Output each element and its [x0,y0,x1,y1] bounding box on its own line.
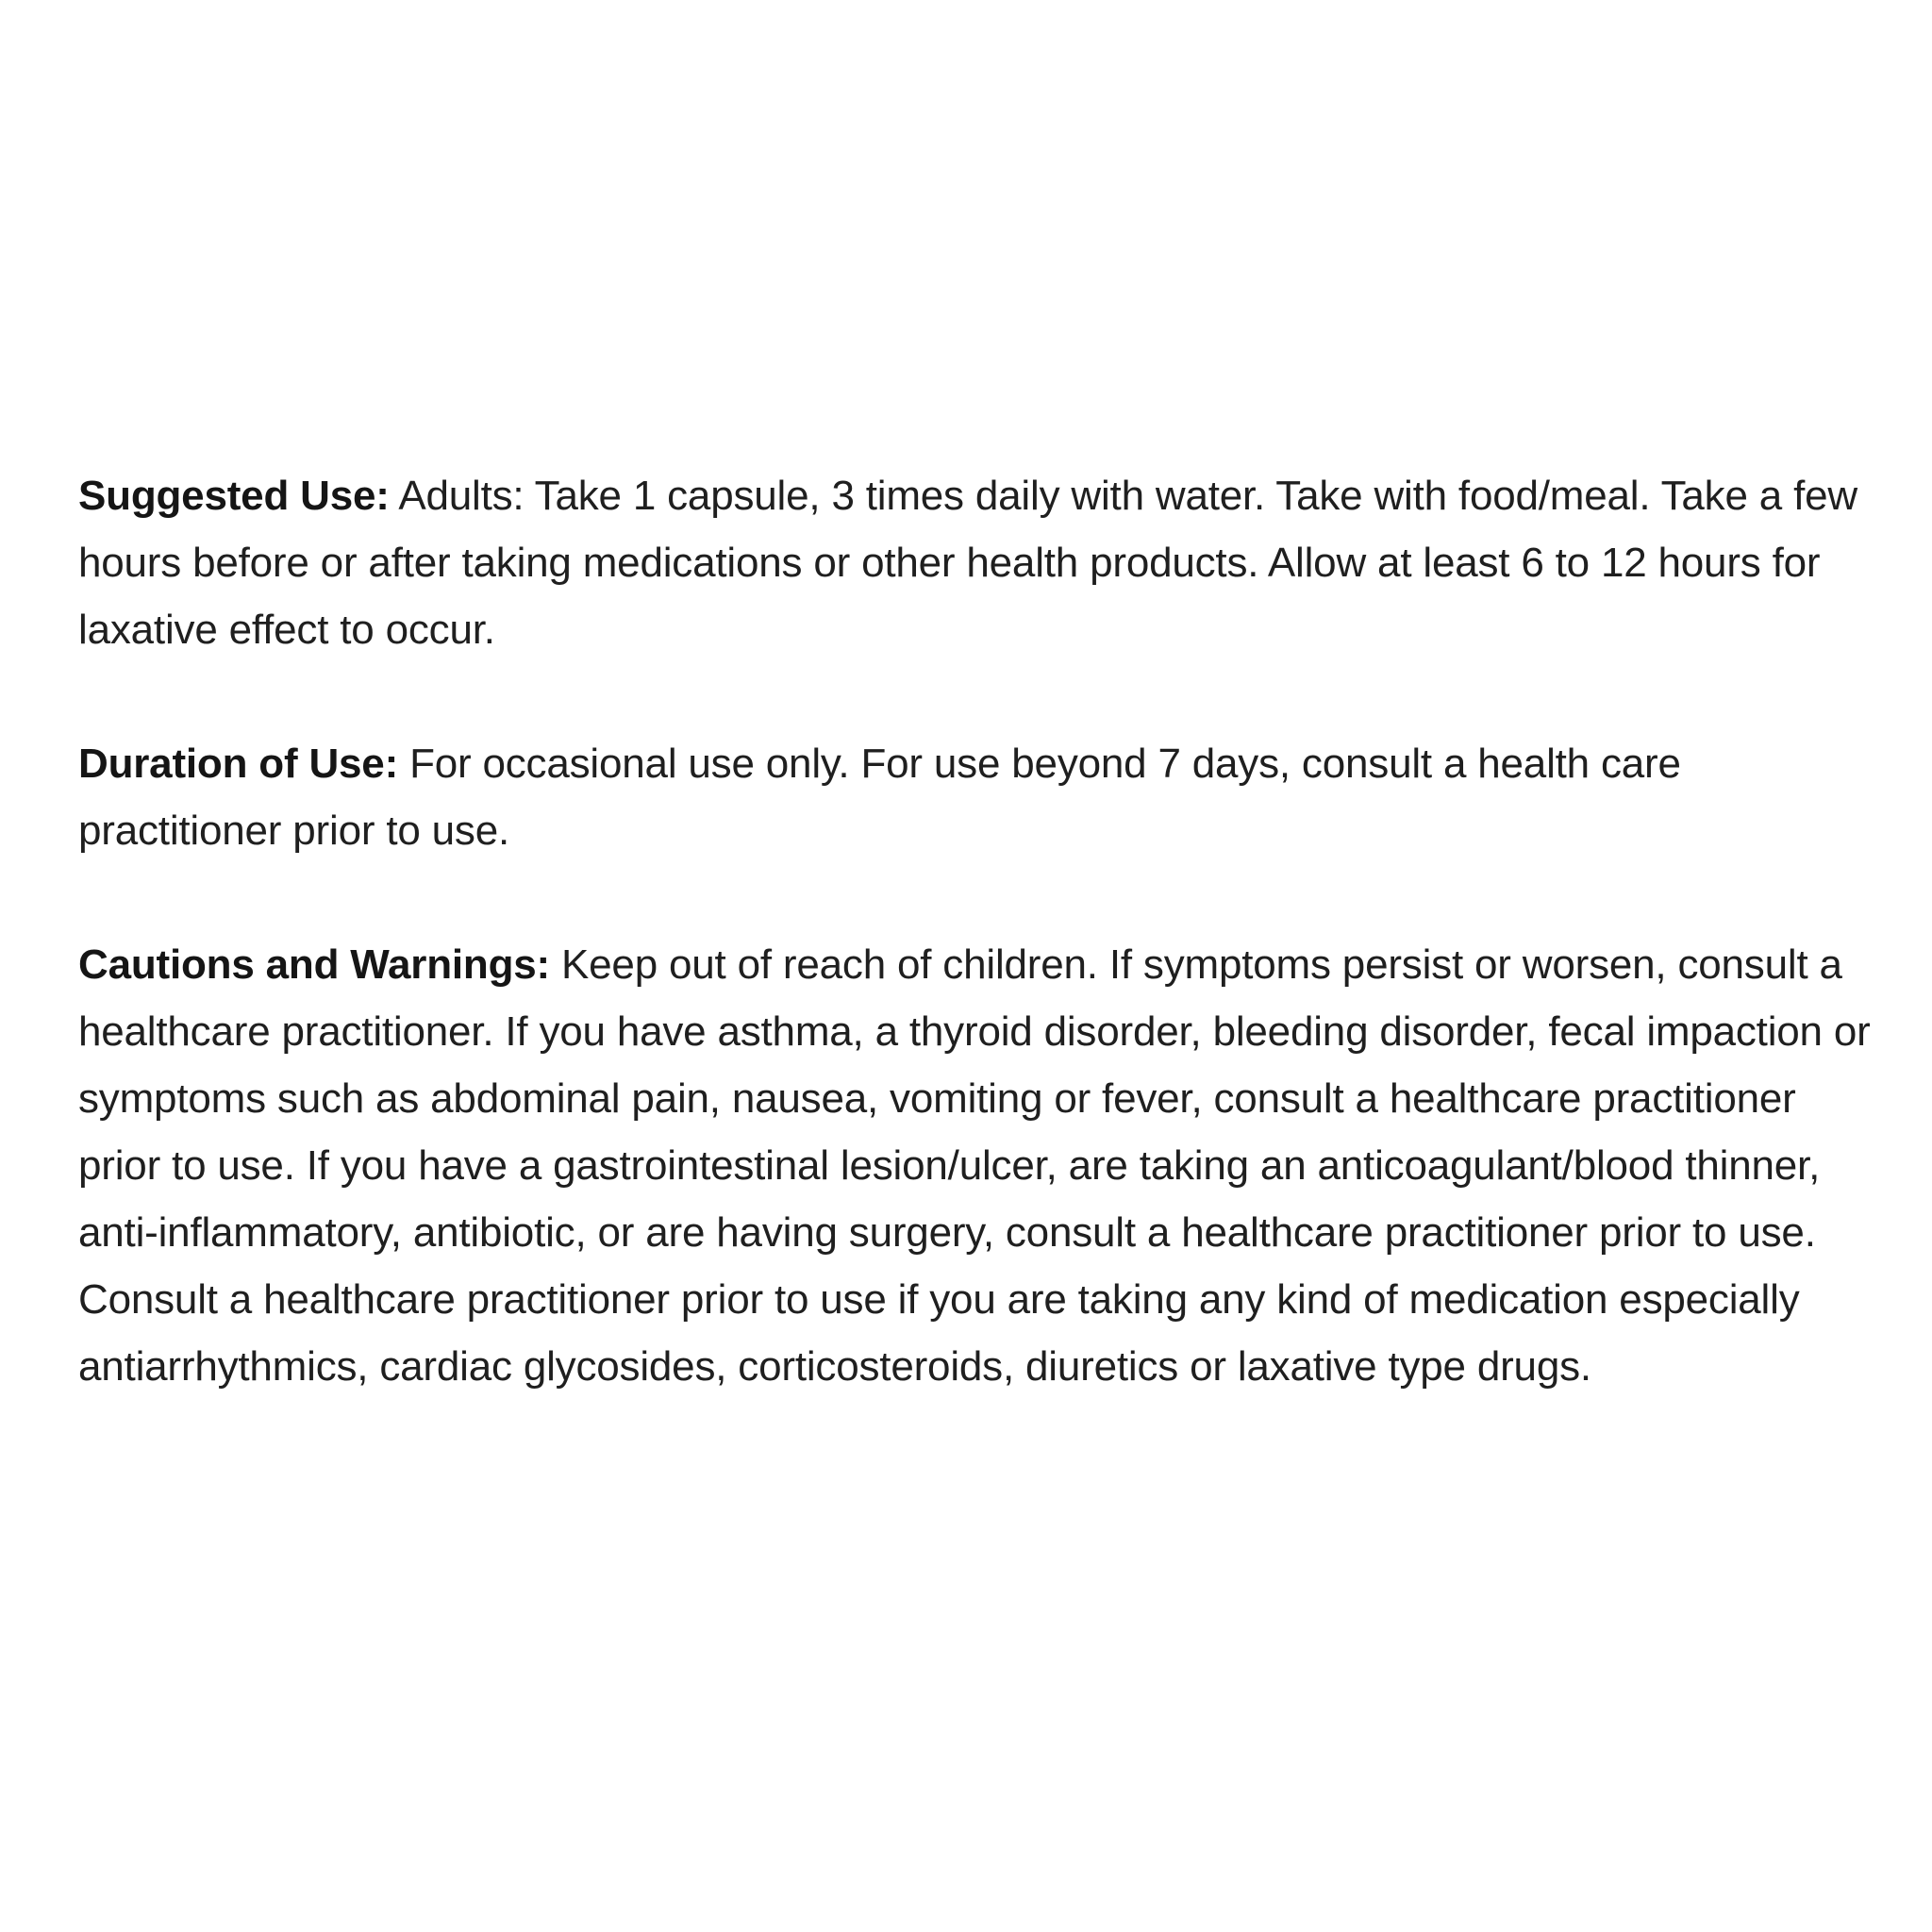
suggested-use-text: Adults: Take 1 capsule, 3 times daily with water. Take with food/meal. Take a few hours before or after taking medications or other health products. Allow at least 6 to 12 hours for laxative effect to occur. [78,473,1857,653]
suggested-use-section [78,462,1871,663]
duration-of-use-label: Duration of Use: [78,741,399,787]
cautions-warnings-text: Keep out of reach of children. If symptoms persist or worsen, consult a healthcare practitioner. If you have asthma, a thyroid disorder, bleeding disorder, fecal impaction or symptoms such as abdominal pain, nausea, vomiting or fever, consult a healthcare practitioner prior to use. If you have a gastrointestinal lesion/ulcer, are taking an anticoagulant/blood thinner, anti-inflammatory, antibiotic, or are having surgery, consult a healthcare practitioner prior to use. Consult a healthcare practitioner prior to use if you are taking any kind of medication especially antiarrhythmics, cardiac glycosides, corticosteroids, diuretics or laxative type drugs. [78,941,1871,1390]
duration-of-use-section [78,730,1871,864]
duration-of-use-text: For occasional use only. For use beyond 7 days, consult a health care practitioner prior to use. [78,741,1681,854]
cautions-warnings-label: Cautions and Warnings: [78,941,550,988]
product-directions [78,462,1871,1400]
cautions-warnings-section [78,931,1871,1400]
suggested-use-label: Suggested Use: [78,473,390,519]
